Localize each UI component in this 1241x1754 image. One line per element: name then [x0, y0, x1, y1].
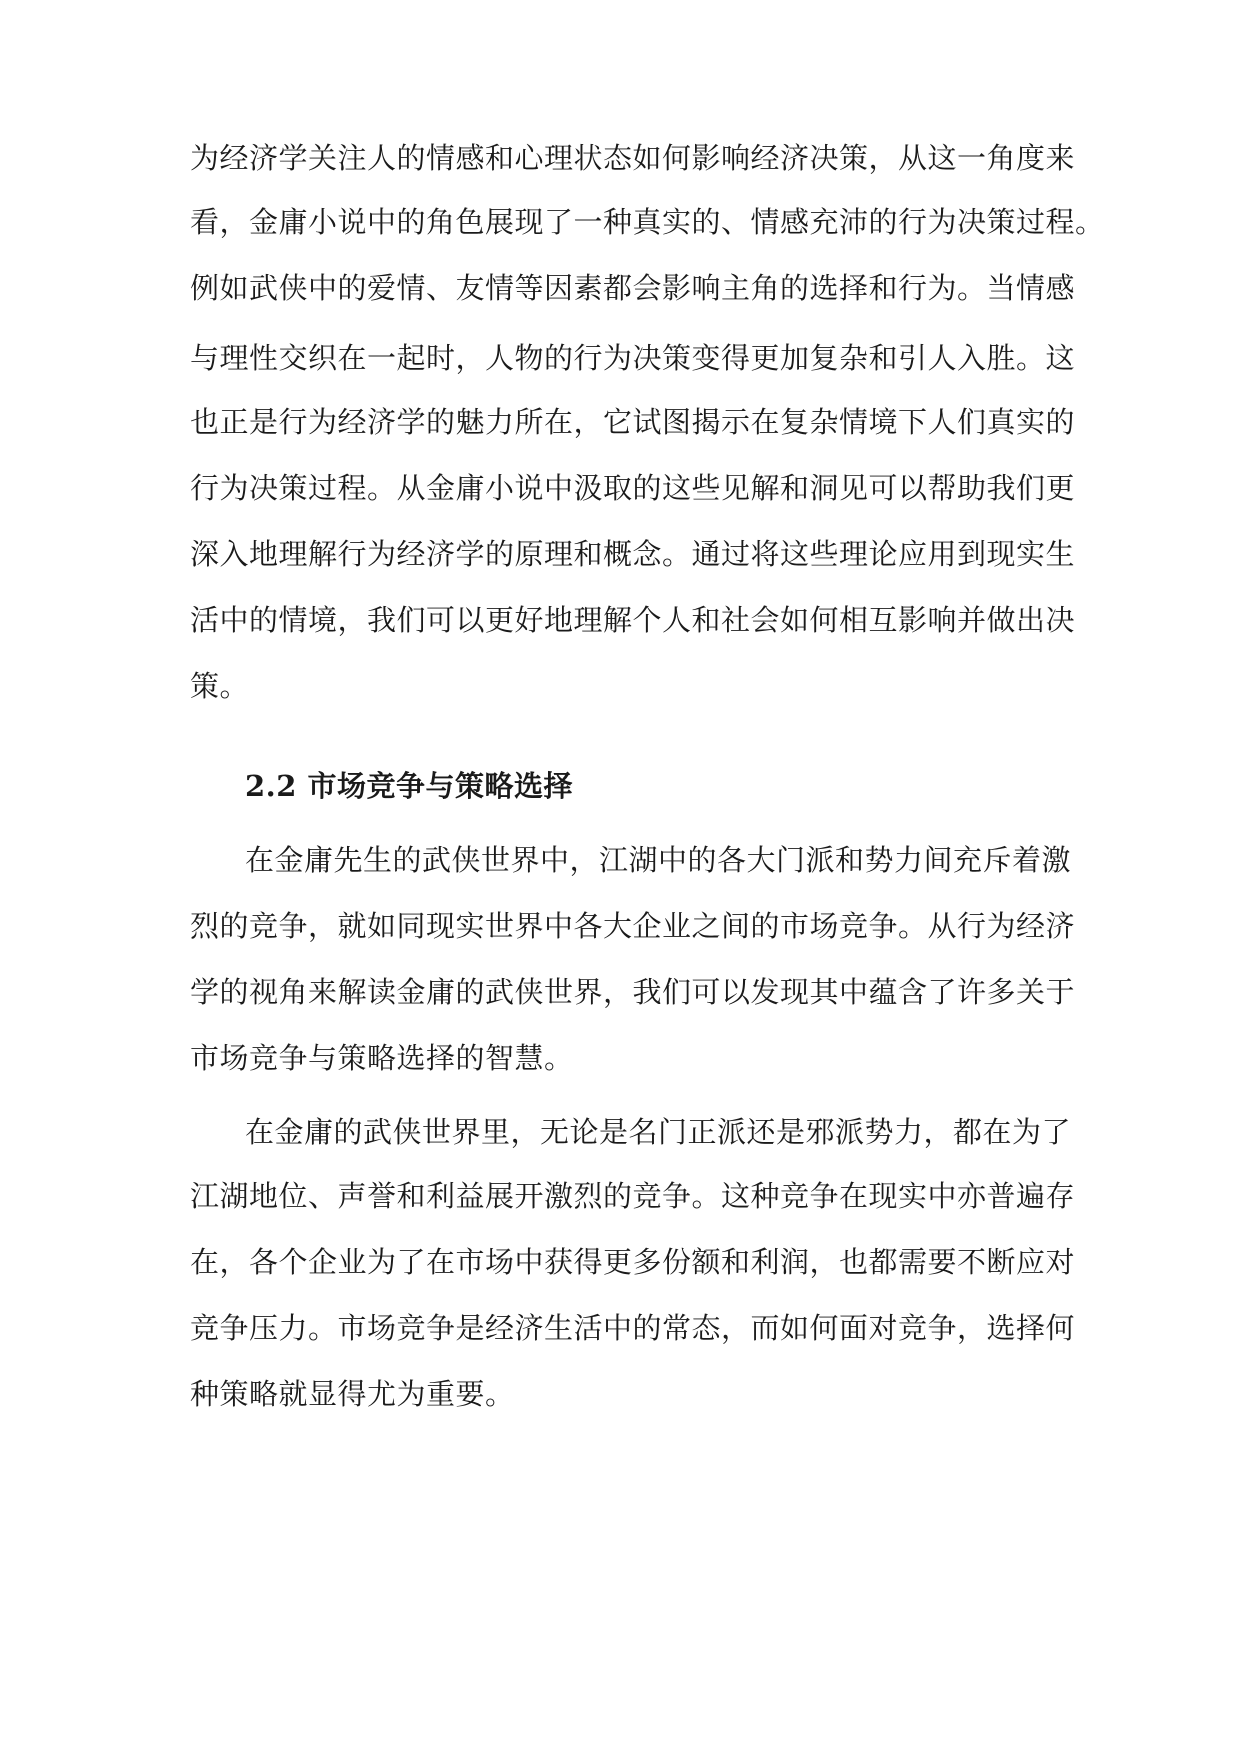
paragraph3-line-1: 在金庸的武侠世界里，无论是名门正派还是邪派势力，都在为了 [245, 1115, 1072, 1149]
paragraph1-line-5: 也正是行为经济学的魅力所在，它试图揭示在复杂情境下人们真实的 [190, 405, 1076, 439]
paragraph2-line-3: 学的视角来解读金庸的武侠世界，我们可以发现其中蕴含了许多关于 [190, 975, 1076, 1009]
paragraph1-line-4: 与理性交织在一起时，人物的行为决策变得更加复杂和引人入胜。这 [190, 341, 1076, 375]
paragraph1-line-9: 策。 [190, 669, 250, 703]
paragraph1-line-2: 看，金庸小说中的角色展现了一种真实的、情感充沛的行为决策过程。 [190, 205, 1105, 239]
paragraph3-line-3: 在，各个企业为了在市场中获得更多份额和利润，也都需要不断应对 [190, 1245, 1076, 1279]
paragraph1-line-7: 深入地理解行为经济学的原理和概念。通过将这些理论应用到现实生 [190, 537, 1076, 571]
paragraph2-line-1: 在金庸先生的武侠世界中，江湖中的各大门派和势力间充斥着激 [245, 843, 1072, 877]
section-heading: 2.2 市场竞争与策略选择 [245, 769, 574, 803]
paragraph3-line-2: 江湖地位、声誉和利益展开激烈的竞争。这种竞争在现实中亦普遍存 [190, 1179, 1076, 1213]
paragraph3-line-4: 竞争压力。市场竞争是经济生活中的常态，而如何面对竞争，选择何 [190, 1311, 1076, 1345]
paragraph2-line-4: 市场竞争与策略选择的智慧。 [190, 1041, 574, 1075]
paragraph1-line-1: 为经济学关注人的情感和心理状态如何影响经济决策，从这一角度来 [190, 141, 1076, 175]
paragraph2-line-2: 烈的竞争，就如同现实世界中各大企业之间的市场竞争。从行为经济 [190, 909, 1076, 943]
paragraph3-line-5: 种策略就显得尤为重要。 [190, 1377, 515, 1411]
paragraph1-line-3: 例如武侠中的爱情、友情等因素都会影响主角的选择和行为。当情感 [190, 271, 1076, 305]
paragraph1-line-8: 活中的情境，我们可以更好地理解个人和社会如何相互影响并做出决 [190, 603, 1076, 637]
paragraph1-line-6: 行为决策过程。从金庸小说中汲取的这些见解和洞见可以帮助我们更 [190, 471, 1076, 505]
